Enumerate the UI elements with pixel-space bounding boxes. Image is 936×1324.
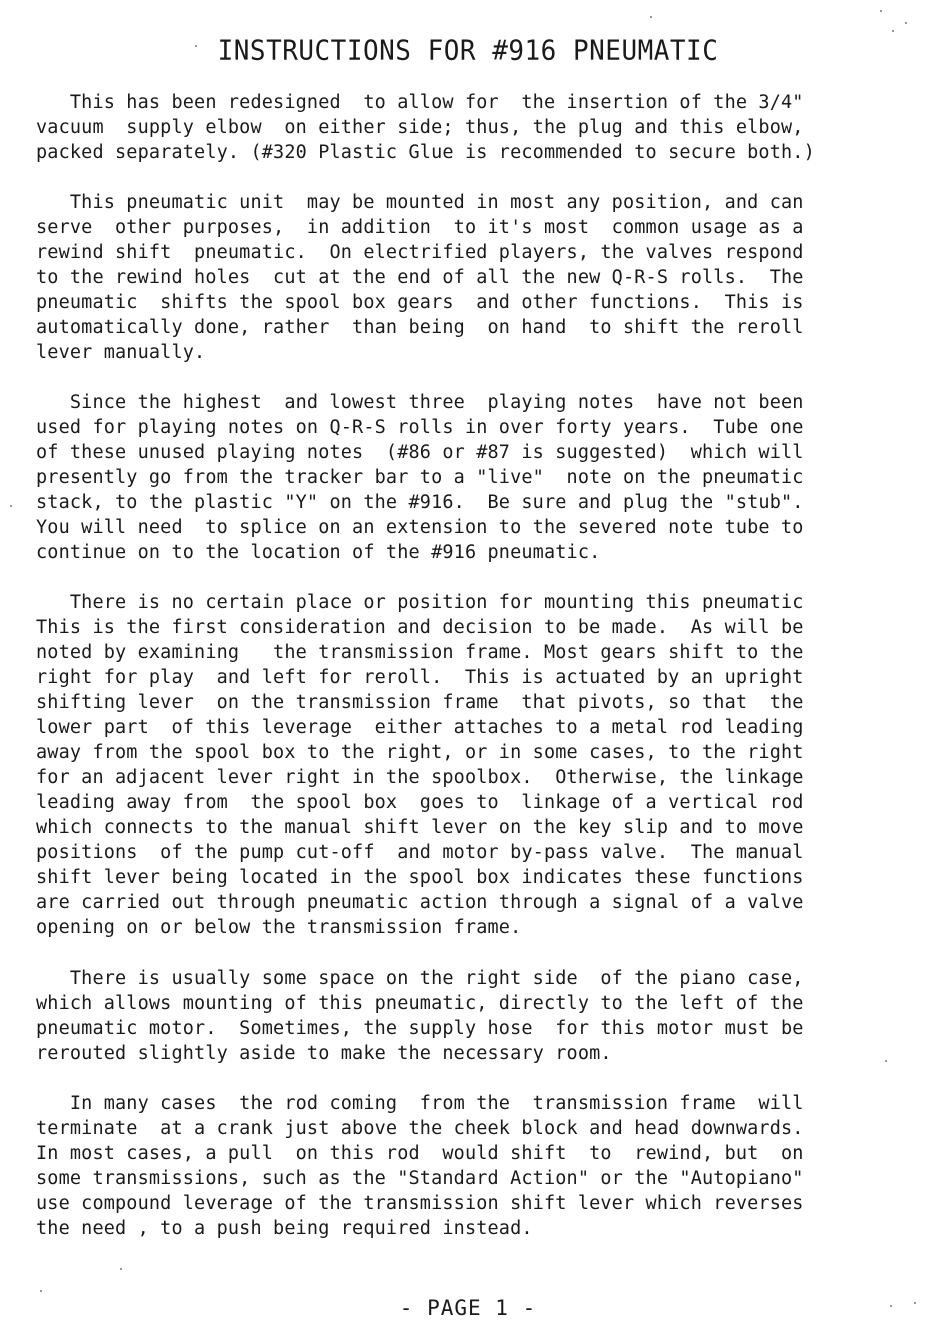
text-line: There is usually some space on the right side of the piano case, [36,968,804,989]
scan-speck [892,30,894,32]
text-line: This has been redesigned to allow for the insertion of the 3/4" [36,92,804,113]
paragraph-4 [36,590,916,940]
text-line: automatically done, rather than being on hand to shift the reroll [36,317,804,338]
scan-speck [885,1060,887,1062]
text-line: There is no certain place or position for mounting this pneumatic [36,592,804,613]
text-line: lower part of this leverage either attaches to a metal rod leading [36,717,804,738]
text-line: continue on to the location of the #916 pneumatic. [36,542,601,563]
text-line: pneumatic shifts the spool box gears and other functions. This is [36,292,804,313]
page-title: INSTRUCTIONS FOR #916 PNEUMATIC [217,35,719,67]
scan-speck [195,45,197,47]
text-line: which allows mounting of this pneumatic, directly to the left of the [36,993,804,1014]
text-line: rewind shift pneumatic. On electrified players, the valves respond [36,242,804,263]
scan-speck [905,22,907,24]
text-line: of these unused playing notes (#86 or #87 is suggested) which will [36,442,804,463]
text-line: packed separately. (#320 Plastic Glue is recommended to secure both.) [36,142,815,163]
text-line: vacuum supply elbow on either side; thus, the plug and this elbow, [36,117,804,138]
scan-speck [120,1268,122,1270]
text-line: terminate at a crank just above the cheek block and head downwards. [36,1118,804,1139]
scan-speck [10,505,12,507]
text-line: pneumatic motor. Sometimes, the supply hose for this motor must be [36,1018,804,1039]
text-line: opening on or below the transmission frame. [36,917,522,938]
text-line: serve other purposes, in addition to it's most common usage as a [36,217,804,238]
text-line: In most cases, a pull on this rod would shift to rewind, but on [36,1143,804,1164]
text-line: the need , to a push being required instead. [36,1218,533,1239]
text-line: lever manually. [36,342,206,363]
paragraph-1 [36,90,916,165]
text-line: rerouted slightly aside to make the necessary room. [36,1043,612,1064]
text-line: leading away from the spool box goes to linkage of a vertical rod [36,792,804,813]
page-number: - PAGE 1 - [399,1296,537,1320]
text-line: right for play and left for reroll. This is actuated by an upright [36,667,804,688]
scan-speck [650,16,652,18]
scan-speck [880,10,882,12]
text-line: You will need to splice on an extension to the severed note tube to [36,517,804,538]
text-line: used for playing notes on Q-R-S rolls in over forty years. Tube one [36,417,804,438]
text-line: use compound leverage of the transmission shift lever which reverses [36,1193,804,1214]
text-line: In many cases the rod coming from the transmission frame will [36,1093,804,1114]
paragraph-6 [36,1091,916,1241]
scan-speck [914,1302,916,1304]
text-line: stack, to the plastic "Y" on the #916. Be sure and plug the "stub". [36,492,804,513]
paragraph-2 [36,190,916,365]
text-line: to the rewind holes cut at the end of all the new Q-R-S rolls. The [36,267,804,288]
text-line: shift lever being located in the spool box indicates these functions [36,867,804,888]
text-line: This is the first consideration and decision to be made. As will be [36,617,804,638]
scan-speck [40,1290,42,1292]
paragraph-3 [36,390,916,565]
text-line: presently go from the tracker bar to a "live" note on the pneumatic [36,467,804,488]
text-line: away from the spool box to the right, or in some cases, to the right [36,742,804,763]
text-line: noted by examining the transmission frame. Most gears shift to the [36,642,804,663]
text-line: Since the highest and lowest three playing notes have not been [36,392,804,413]
text-line: for an adjacent lever right in the spoolbox. Otherwise, the linkage [36,767,804,788]
text-line: This pneumatic unit may be mounted in most any position, and can [36,192,804,213]
text-line: which connects to the manual shift lever on the key slip and to move [36,817,804,838]
text-line: are carried out through pneumatic action through a signal of a valve [36,892,804,913]
text-line: some transmissions, such as the "Standard Action" or the "Autopiano" [36,1168,804,1189]
paragraph-5 [36,966,916,1066]
text-line: shifting lever on the transmission frame that pivots, so that the [36,692,804,713]
text-line: positions of the pump cut-off and motor by-pass valve. The manual [36,842,804,863]
scan-speck [890,1305,892,1307]
